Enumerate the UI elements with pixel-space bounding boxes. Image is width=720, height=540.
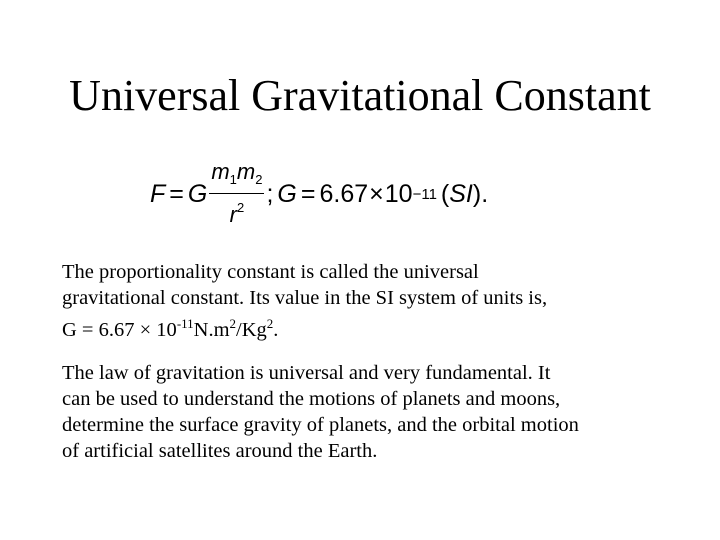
paragraph1-exp3: 2	[266, 316, 274, 331]
formula-units	[441, 180, 488, 209]
paragraph1-exp: -11	[176, 316, 194, 331]
formula-fraction	[209, 160, 264, 228]
paragraph2-line4: of artificial satellites around the Earth.	[62, 440, 378, 462]
formula-equals-2: =	[300, 179, 316, 208]
formula-force-symbol: F	[150, 179, 166, 208]
paragraph-constant-value	[62, 259, 682, 343]
paragraph-law-description	[62, 360, 682, 464]
formula-exponent: −11	[412, 185, 437, 203]
formula-g-symbol: G	[187, 179, 208, 208]
slide-title: Universal Gravitational Constant	[69, 71, 651, 120]
formula-m1: m	[211, 159, 230, 184]
formula-r: r	[229, 202, 237, 227]
formula-units-si: SI	[449, 179, 473, 208]
formula-r-exponent: 2	[236, 200, 245, 215]
formula-numerator	[209, 160, 264, 194]
paragraph1-line2: gravitational constant. Its value in the SI system of units is,	[62, 287, 548, 309]
paragraph1-line3	[62, 311, 682, 343]
paragraph1-line1: The proportionality constant is called the universal	[62, 261, 479, 283]
formula-equals: =	[169, 179, 184, 208]
paragraph2-line3: determine the surface gravity of planets, and the orbital motion	[62, 414, 579, 436]
paragraph2-line1: The law of gravitation is universal and very fundamental. It	[62, 362, 551, 384]
formula-m1-subscript: 1	[229, 172, 237, 187]
paragraph1-line3-d: .	[273, 319, 279, 341]
paragraph1-line3-b: N.m	[193, 319, 230, 341]
formula-separator: ;	[266, 179, 274, 208]
paragraph1-exp2: 2	[229, 316, 237, 331]
formula-denominator	[230, 194, 245, 228]
paragraph1-line3-a: G = 6.67 × 10	[62, 319, 177, 341]
gravitation-formula	[150, 158, 488, 230]
formula-base: 10	[384, 179, 413, 208]
formula-m2: m	[236, 159, 256, 184]
formula-value: 6.67	[319, 179, 369, 208]
formula-g2-symbol: G	[277, 179, 297, 208]
paragraph2-line2: can be used to understand the motions of planets and moons,	[62, 388, 561, 410]
paragraph1-line3-c: /Kg	[236, 319, 267, 341]
formula-units-close: ).	[472, 179, 489, 208]
formula-times: ×	[369, 179, 384, 208]
formula-units-open: (	[440, 179, 450, 208]
formula-m2-subscript: 2	[255, 172, 263, 187]
